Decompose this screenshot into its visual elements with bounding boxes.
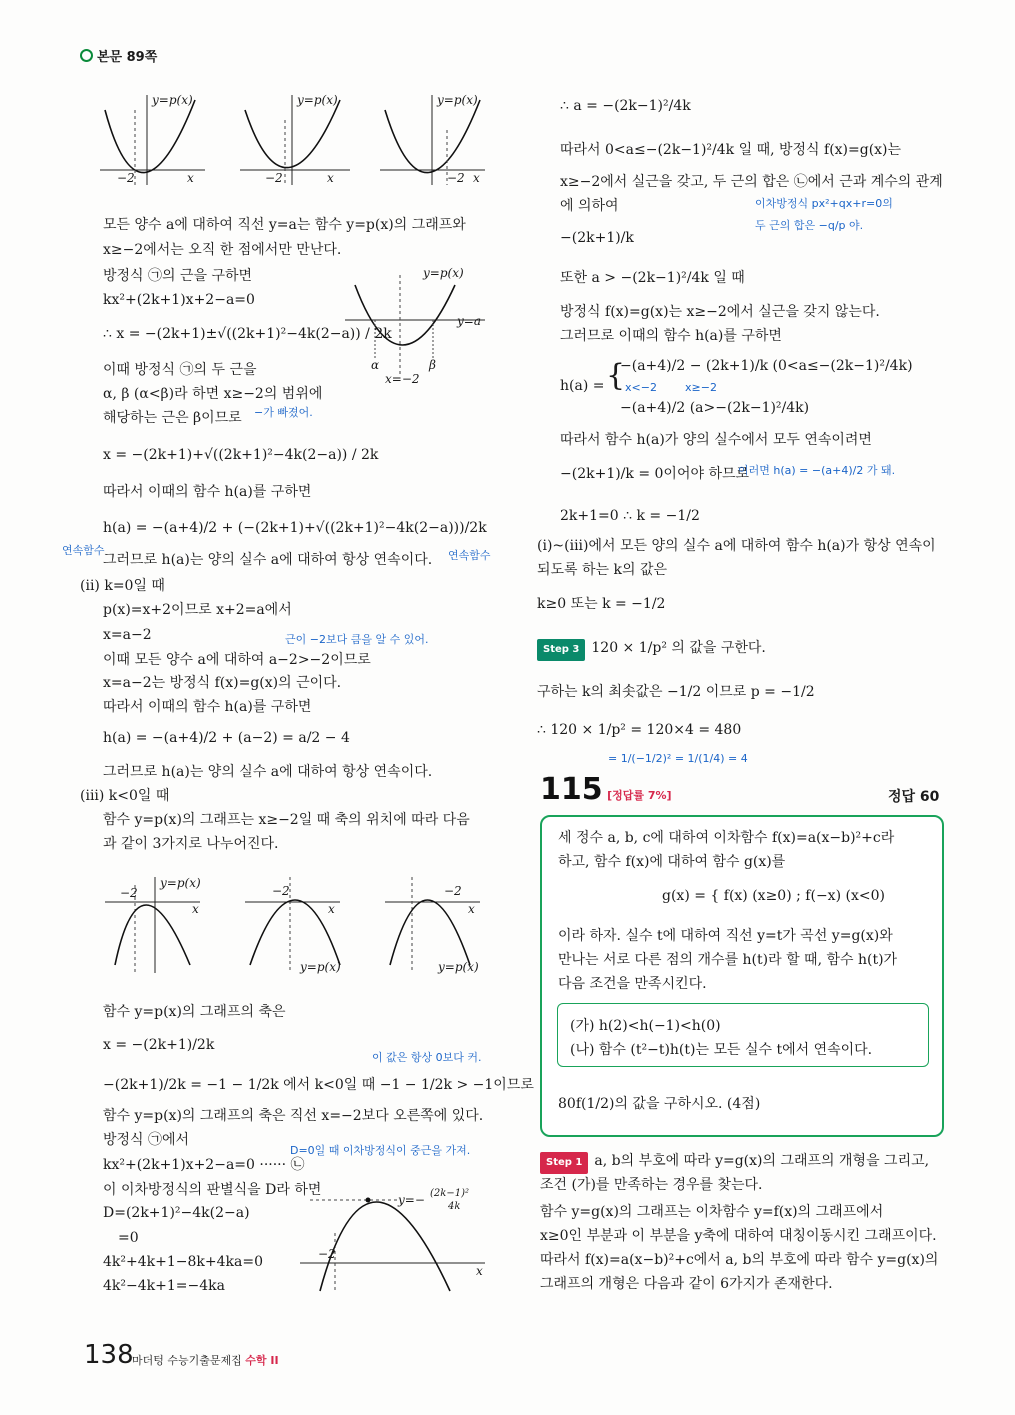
text-line: 함수 y=p(x)의 그래프의 축은 xyxy=(103,1004,286,1020)
annotation-note: −가 빠졌어. xyxy=(254,406,313,419)
text-line: 따라서 이때의 함수 h(a)를 구하면 xyxy=(103,699,312,715)
text-line: α, β (α<β)라 하면 x≥−2의 범위에 xyxy=(103,386,323,402)
equation-line: h(a) = −(a+4)/2 + (a−2) = a/2 − 4 xyxy=(103,730,350,746)
condition-na: (나) 함수 (t²−t)h(t)는 모든 실수 t에서 연속이다. xyxy=(570,1042,873,1058)
equation-line: ∴ x = −(2k+1)±√((2k+1)²−4k(2−a)) / 2k xyxy=(103,326,392,342)
equation-line: 4k²−4k+1=−4ka xyxy=(103,1278,225,1294)
svg-text:−2: −2 xyxy=(444,884,462,898)
text-line: 이때 모든 양수 a에 대하여 a−2>−2이므로 xyxy=(103,652,371,668)
svg-text:−2: −2 xyxy=(117,171,135,185)
equation-line: 2k+1=0 ∴ k = −1/2 xyxy=(560,508,700,524)
text-line: 그러므로 h(a)는 양의 실수 a에 대하여 항상 연속이다. xyxy=(103,764,433,780)
equation-line: −(2k+1)/k = 0이어야 하므로 xyxy=(560,466,750,482)
svg-text:−2: −2 xyxy=(318,1247,336,1261)
annotation-note: 이차방정식 px²+qx+r=0의 xyxy=(755,197,893,210)
step3-heading xyxy=(537,638,766,661)
annotation-note: x≥−2 xyxy=(685,381,717,394)
problem-equation: g(x) = { f(x) (x≥0) ; f(−x) (x<0) xyxy=(662,888,885,904)
equation-line: kx²+(2k+1)x+2−a=0 ······ ㉡ xyxy=(103,1157,305,1173)
page-number: 138 xyxy=(84,1340,134,1370)
text-line: 해당하는 근은 β이므로 xyxy=(103,410,242,426)
svg-text:y=p(x): y=p(x) xyxy=(297,93,338,107)
problem-text: 다음 조건을 만족시킨다. xyxy=(558,976,707,992)
annotation-note: = 1/(−1/2)² = 1/(1/4) = 4 xyxy=(608,752,748,765)
svg-text:x: x xyxy=(468,902,475,916)
problem-text: 세 정수 a, b, c에 대하여 이차함수 f(x)=a(x−b)²+c라 xyxy=(558,830,895,846)
text-line: 그래프의 개형은 다음과 같이 6가지가 존재한다. xyxy=(540,1276,833,1292)
subject-label: 수학 II xyxy=(245,1354,279,1367)
svg-text:y=p(x): y=p(x) xyxy=(300,960,341,974)
problem-text: 만나는 서로 다른 점의 개수를 h(t)라 할 때, 함수 h(t)가 xyxy=(558,952,898,968)
equation-line: D=(2k+1)²−4k(2−a) xyxy=(103,1205,250,1221)
svg-text:x=−2: x=−2 xyxy=(385,372,420,386)
circle-bullet-icon xyxy=(80,49,93,62)
text-line: 되도록 하는 k의 값은 xyxy=(537,562,668,578)
annotation-note: D=0일 때 이차방정식이 중근을 가져. xyxy=(290,1144,471,1157)
text-line: 방정식 ㉠에서 xyxy=(103,1132,190,1148)
text-line: 함수 y=g(x)의 그래프는 이차함수 y=f(x)의 그래프에서 xyxy=(540,1204,884,1220)
answer-label: 정답 60 xyxy=(888,789,940,805)
text-line: 그러므로 이때의 함수 h(a)를 구하면 xyxy=(560,328,782,344)
text-line: 이때 방정식 ㉠의 두 근을 xyxy=(103,362,257,378)
piecewise-case: −(a+4)/2 (a>−(2k−1)²/4k) xyxy=(620,400,810,416)
condition-ga: (가) h(2)<h(−1)<h(0) xyxy=(570,1018,721,1034)
footer-text xyxy=(132,1352,279,1368)
svg-text:x: x xyxy=(476,1264,483,1278)
svg-text:y=p(x): y=p(x) xyxy=(423,266,464,280)
svg-text:y=p(x): y=p(x) xyxy=(437,93,478,107)
svg-text:x: x xyxy=(187,171,194,185)
annotation-note: 연속함수 xyxy=(62,544,105,557)
svg-text:y=p(x): y=p(x) xyxy=(438,960,479,974)
header-title: 본문 89쪽 xyxy=(97,50,158,65)
problem-header xyxy=(540,772,672,807)
section-header xyxy=(80,46,157,65)
annotation-note: x<−2 xyxy=(625,381,657,394)
text-line: 함수 y=p(x)의 그래프의 축은 직선 x=−2보다 오른쪽에 있다. xyxy=(103,1108,484,1124)
brace-symbol: { xyxy=(606,358,626,393)
equation-line: −(2k+1)/k xyxy=(560,230,634,246)
text-line: p(x)=x+2이므로 x+2=a에서 xyxy=(103,602,292,618)
step-badge: Step 1 xyxy=(540,1152,588,1174)
svg-text:y=a: y=a xyxy=(457,314,481,328)
svg-text:x: x xyxy=(473,171,480,185)
step1-heading xyxy=(540,1151,929,1174)
svg-text:x: x xyxy=(192,902,199,916)
equation-line: x=a−2 xyxy=(103,627,152,643)
correct-rate: [정답률 7%] xyxy=(607,789,672,802)
svg-text:y=p(x): y=p(x) xyxy=(160,876,201,890)
step-title: 120 × 1/p² 의 값을 구한다. xyxy=(591,640,766,656)
graph-label: (2k−1)² xyxy=(430,1188,469,1199)
problem-number: 115 xyxy=(540,772,603,807)
text-line: 과 같이 3가지로 나누어진다. xyxy=(103,836,279,852)
text-line: x=a−2는 방정식 f(x)=g(x)의 근이다. xyxy=(103,675,342,691)
step-title: a, b의 부호에 따라 y=g(x)의 그래프의 개형을 그리고, xyxy=(594,1153,930,1169)
problem-text: 이라 하자. 실수 t에 대하여 직선 y=t가 곡선 y=g(x)와 xyxy=(558,928,893,944)
text-line: 따라서 함수 h(a)가 양의 실수에서 모두 연속이려면 xyxy=(560,432,872,448)
svg-text:x: x xyxy=(328,902,335,916)
upward-parabolas-figure xyxy=(95,90,490,190)
graph-label: y=− xyxy=(398,1193,425,1207)
equation-line: x = −(2k+1)+√((2k+1)²−4k(2−a)) / 2k xyxy=(103,447,379,463)
text-line: 에 의하여 xyxy=(560,198,619,214)
text-line: 방정식 ㉠의 근을 구하면 xyxy=(103,268,253,284)
annotation-note: 두 근의 합은 −q/p 야. xyxy=(755,219,864,232)
case-heading: (iii) k<0일 때 xyxy=(80,788,170,804)
piecewise-case: −(a+4)/2 − (2k+1)/k (0<a≤−(2k−1)²/4k) xyxy=(620,358,913,374)
equation-line: kx²+(2k+1)x+2−a=0 xyxy=(103,292,255,308)
equation-line: ∴ 120 × 1/p² = 120×4 = 480 xyxy=(537,722,742,738)
tangent-parabola-figure xyxy=(300,1183,490,1293)
text-line: (i)~(iii)에서 모든 양의 실수 a에 대하여 함수 h(a)가 항상 연속이 xyxy=(537,538,936,554)
annotation-note: 근이 −2보다 큼을 알 수 있어. xyxy=(285,633,429,646)
annotation-note: 이 값은 항상 0보다 커. xyxy=(372,1051,482,1064)
svg-text:−2: −2 xyxy=(265,171,283,185)
equation-line: h(a) = −(a+4)/2 + (−(2k+1)+√((2k+1)²−4k(2−a)))/2k xyxy=(103,520,487,536)
text-line: 구하는 k의 최솟값은 −1/2 이므로 p = −1/2 xyxy=(537,684,815,700)
downward-parabolas-figure xyxy=(100,875,490,975)
text-line: 이 이차방정식의 판별식을 D라 하면 xyxy=(103,1182,322,1198)
annotation-note: 이러면 h(a) = −(a+4)/2 가 돼. xyxy=(738,464,896,477)
equation-line: h(a) = xyxy=(560,378,605,394)
equation-line: ∴ a = −(2k−1)²/4k xyxy=(560,98,691,114)
case-heading: (ii) k=0일 때 xyxy=(80,578,165,594)
intersection-graph-figure xyxy=(345,265,490,385)
book-title: 마더텅 수능기출문제집 xyxy=(132,1354,242,1367)
text-line: 따라서 이때의 함수 h(a)를 구하면 xyxy=(103,484,312,500)
annotation-note: 연속함수 xyxy=(448,549,491,562)
equation-line: −(2k+1)/2k = −1 − 1/2k 에서 k<0일 때 −1 − 1/2k > −1이므로 xyxy=(103,1077,534,1093)
svg-text:−2: −2 xyxy=(120,886,138,900)
problem-text: 하고, 함수 f(x)에 대하여 함수 g(x)를 xyxy=(558,854,786,870)
text-line: 방정식 f(x)=g(x)는 x≥−2에서 실근을 갖지 않는다. xyxy=(560,304,880,320)
svg-text:−2: −2 xyxy=(447,171,465,185)
svg-text:x: x xyxy=(327,171,334,185)
equation-line: k≥0 또는 k = −1/2 xyxy=(537,596,666,612)
problem-question: 80f(1/2)의 값을 구하시오. (4점) xyxy=(558,1096,761,1112)
equation-line: 4k²+4k+1−8k+4ka=0 xyxy=(103,1254,263,1270)
text-line: x≥0인 부분과 이 부분을 y축에 대하여 대칭이동시킨 그래프이다. xyxy=(540,1228,937,1244)
text-line: 조건 (가)를 만족하는 경우를 찾는다. xyxy=(540,1177,763,1193)
equation-line: 또한 a > −(2k−1)²/4k 일 때 xyxy=(560,270,745,286)
text-line: 따라서 f(x)=a(x−b)²+c에서 a, b의 부호에 따라 함수 y=g(x)의 xyxy=(540,1252,939,1268)
equation-line: =0 xyxy=(118,1230,139,1246)
equation-line: x = −(2k+1)/2k xyxy=(103,1037,215,1053)
svg-text:α: α xyxy=(371,358,380,372)
text-line: 함수 y=p(x)의 그래프는 x≥−2일 때 축의 위치에 따라 다음 xyxy=(103,812,470,828)
graph-label: 4k xyxy=(448,1201,461,1212)
svg-text:−2: −2 xyxy=(272,884,290,898)
text-line: x≥−2에서는 오직 한 점에서만 만난다. xyxy=(103,242,342,258)
step-badge: Step 3 xyxy=(537,639,585,661)
svg-text:β: β xyxy=(429,358,436,372)
text-line: 그러므로 h(a)는 양의 실수 a에 대하여 항상 연속이다. xyxy=(103,552,433,568)
svg-text:y=p(x): y=p(x) xyxy=(152,93,193,107)
text-line: 모든 양수 a에 대하여 직선 y=a는 함수 y=p(x)의 그래프와 xyxy=(103,217,466,233)
text-line: 따라서 0<a≤−(2k−1)²/4k 일 때, 방정식 f(x)=g(x)는 xyxy=(560,142,902,158)
text-line: x≥−2에서 실근을 갖고, 두 근의 합은 ㉡에서 근과 계수의 관계 xyxy=(560,174,943,190)
